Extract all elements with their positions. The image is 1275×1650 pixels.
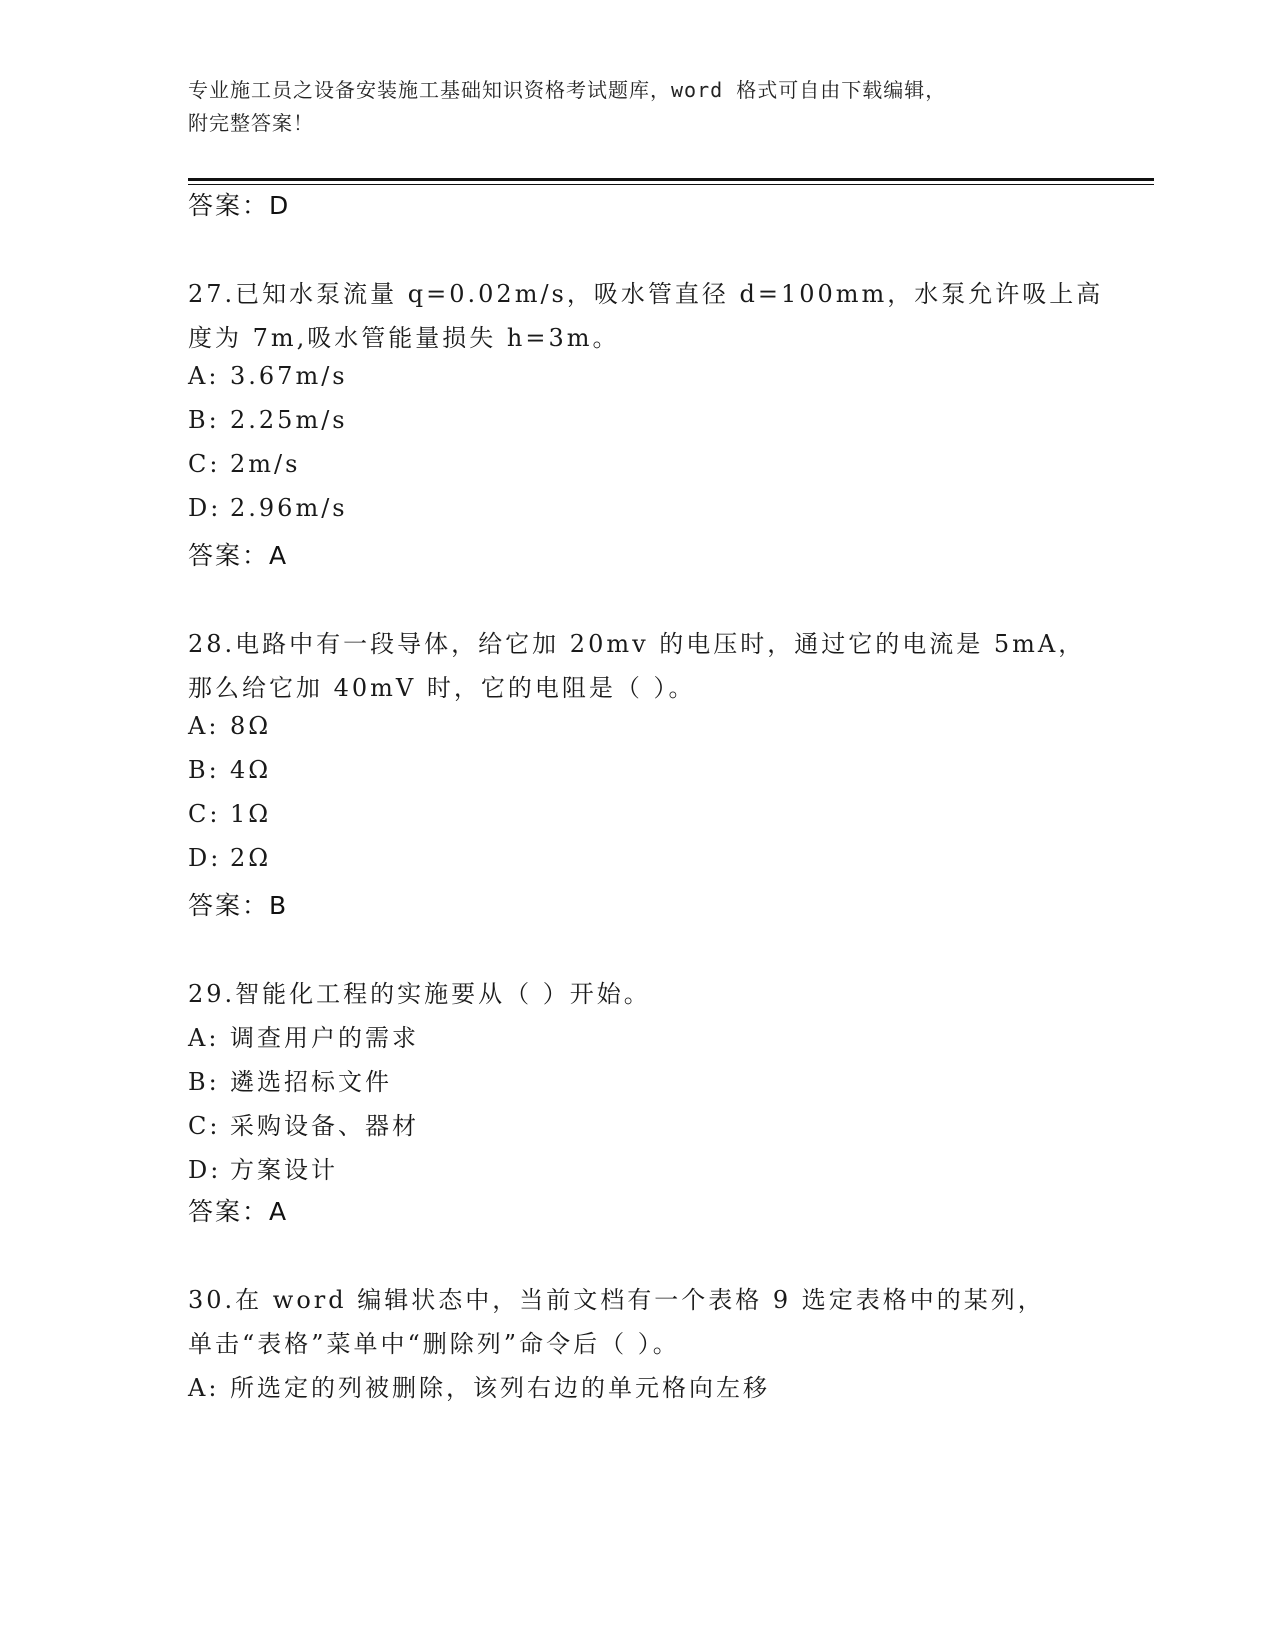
page-header bbox=[188, 74, 1048, 140]
question-28-option-d bbox=[188, 844, 271, 872]
option-label: A: bbox=[188, 712, 220, 740]
question-28-option-a bbox=[188, 712, 271, 740]
option-text: 所选定的列被删除，该列右边的单元格向左移 bbox=[230, 1374, 770, 1402]
option-text: 调查用户的需求 bbox=[230, 1024, 419, 1052]
question-30-option-a bbox=[188, 1368, 770, 1403]
option-label: B: bbox=[188, 406, 220, 434]
option-label: A: bbox=[188, 1024, 220, 1052]
option-label: B: bbox=[188, 1068, 220, 1096]
question-29-option-d bbox=[188, 1150, 338, 1185]
question-28-line-2: 那么给它加 40mV 时，它的电阻是（ ）。 bbox=[188, 674, 696, 702]
option-label: A: bbox=[188, 1374, 220, 1402]
question-30-line-1: 30.在 word 编辑状态中，当前文档有一个表格 9 选定表格中的某列， bbox=[188, 1286, 1045, 1314]
question-29-option-c bbox=[188, 1106, 419, 1141]
question-27-option-b bbox=[188, 406, 348, 434]
option-label: B: bbox=[188, 756, 220, 784]
option-label: D: bbox=[188, 1156, 222, 1184]
option-text: 2m/s bbox=[230, 450, 301, 478]
header-divider-thick bbox=[188, 178, 1154, 181]
header-divider-thin bbox=[188, 184, 1154, 185]
header-line-1: 专业施工员之设备安装施工基础知识资格考试题库，word 格式可自由下载编辑， bbox=[188, 78, 947, 102]
question-28-option-c bbox=[188, 800, 271, 828]
question-30-line-2: 单击“表格”菜单中“删除列”命令后（ ）。 bbox=[188, 1330, 680, 1358]
question-29-line-1: 29.智能化工程的实施要从（ ）开始。 bbox=[188, 980, 651, 1008]
option-text: 2.25m/s bbox=[230, 406, 348, 434]
header-line-2: 附完整答案！ bbox=[188, 111, 314, 135]
option-label: D: bbox=[188, 494, 222, 522]
option-label: C: bbox=[188, 800, 221, 828]
option-text: 方案设计 bbox=[230, 1156, 338, 1184]
question-28-answer: 答案：B bbox=[188, 891, 289, 920]
option-text: 2.96m/s bbox=[230, 494, 348, 522]
option-text: 1Ω bbox=[230, 800, 272, 828]
option-text: 8Ω bbox=[230, 712, 272, 740]
option-text: 4Ω bbox=[230, 756, 272, 784]
question-27-line-1: 27.已知水泵流量 q=0.02m/s，吸水管直径 d=100mm，水泵允许吸上高 bbox=[188, 280, 1104, 308]
option-text: 2Ω bbox=[230, 844, 272, 872]
option-label: C: bbox=[188, 450, 221, 478]
question-27-line-2: 度为 7m,吸水管能量损失 h=3m。 bbox=[188, 324, 620, 352]
question-27-option-d bbox=[188, 494, 348, 522]
option-text: 遴选招标文件 bbox=[230, 1068, 392, 1096]
option-label: D: bbox=[188, 844, 222, 872]
question-28-line-1: 28.电路中有一段导体，给它加 20mv 的电压时，通过它的电流是 5mA， bbox=[188, 630, 1086, 658]
answer-prev: 答案：D bbox=[188, 191, 291, 220]
question-29-answer: 答案：A bbox=[188, 1197, 289, 1226]
option-text: 采购设备、器材 bbox=[230, 1112, 419, 1140]
question-27-option-c bbox=[188, 450, 300, 478]
question-27-answer: 答案：A bbox=[188, 541, 289, 570]
question-29-option-a bbox=[188, 1018, 419, 1053]
option-label: A: bbox=[188, 362, 220, 390]
option-text: 3.67m/s bbox=[230, 362, 348, 390]
question-29-option-b bbox=[188, 1062, 392, 1097]
question-28-option-b bbox=[188, 756, 271, 784]
question-27-option-a bbox=[188, 362, 348, 390]
option-label: C: bbox=[188, 1112, 221, 1140]
